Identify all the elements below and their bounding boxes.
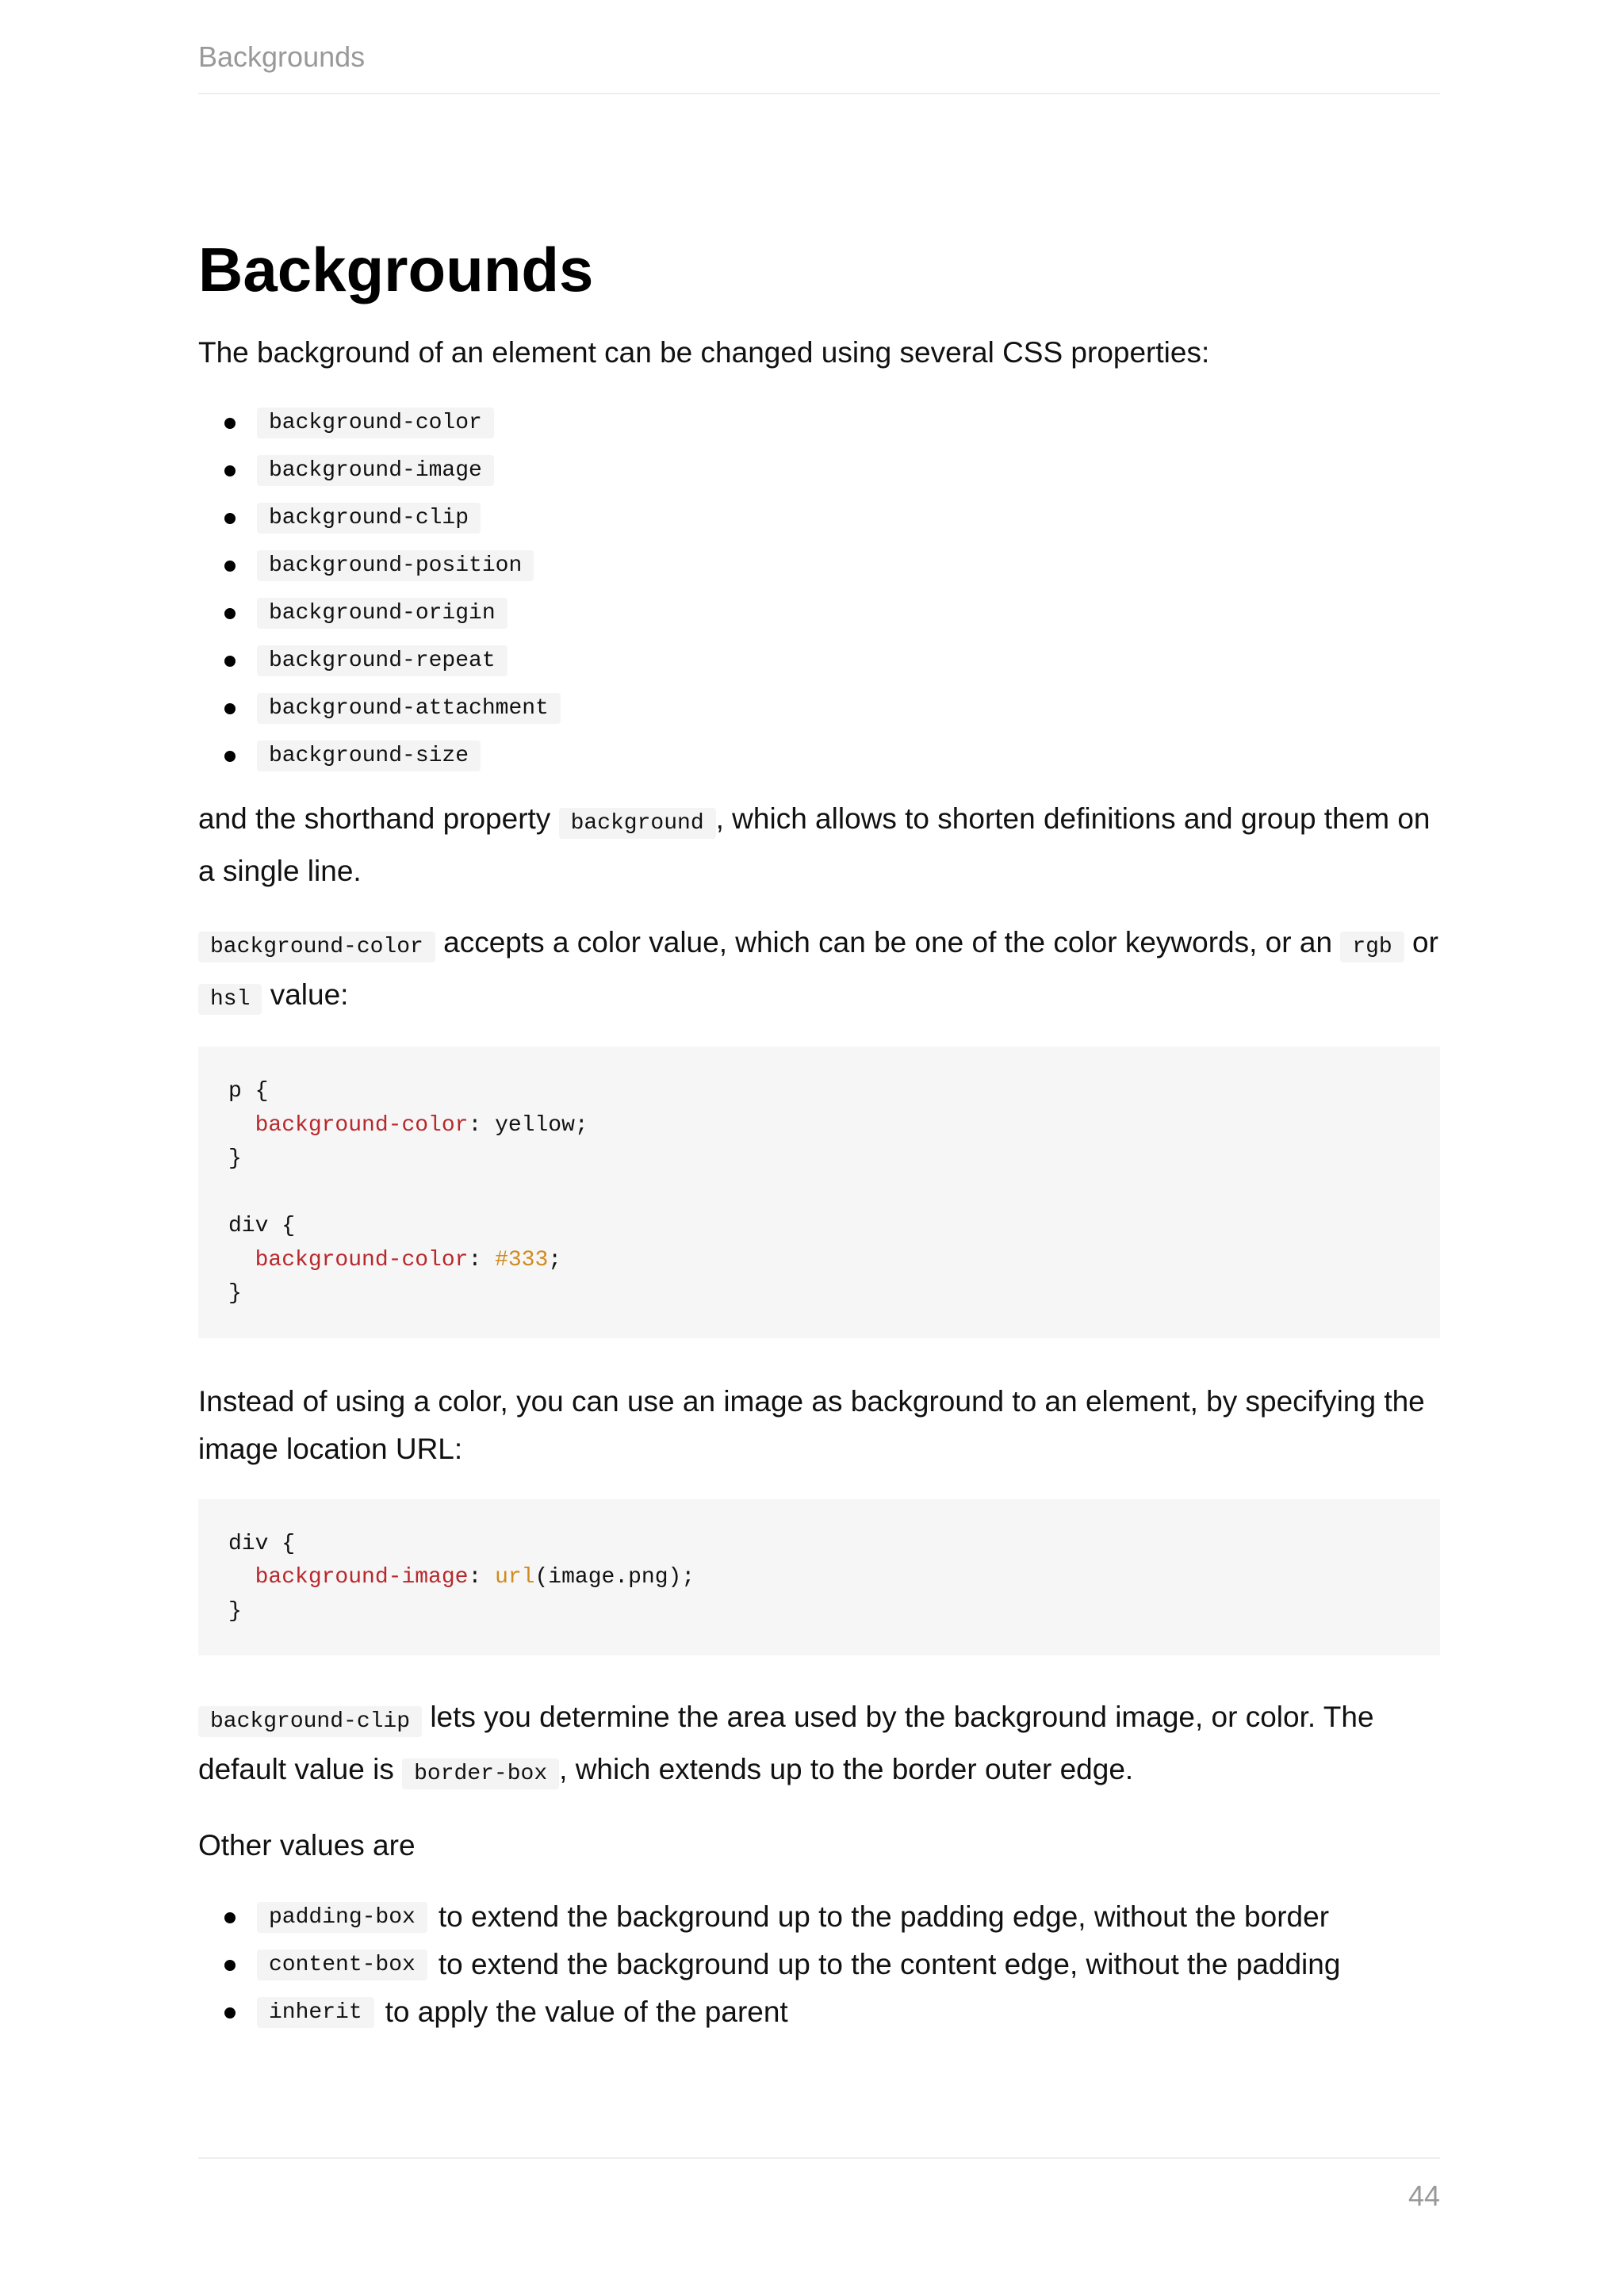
list-item	[198, 684, 1440, 732]
code-line: }	[228, 1281, 242, 1306]
code-line: }	[228, 1146, 242, 1171]
code-property: background-color	[255, 1247, 469, 1272]
list-item	[198, 494, 1440, 541]
header-divider	[198, 93, 1440, 94]
list-item	[198, 541, 1440, 589]
list-item	[198, 399, 1440, 446]
code-value: (image.png)	[534, 1565, 682, 1590]
inline-code: hsl	[198, 984, 262, 1015]
paragraph-text: , which allows to shorten definitions and group them on a single line.	[198, 802, 1431, 887]
section-title: Backgrounds	[198, 235, 594, 304]
image-paragraph: Instead of using a color, you can use an image as background to an element, by specifying the image location URL:	[198, 1384, 1425, 1465]
values-list	[198, 1893, 1440, 2036]
bullet-icon	[224, 751, 236, 762]
paragraph-text: and the shorthand property	[198, 802, 559, 835]
bullet-icon	[224, 2007, 236, 2019]
list-item	[198, 637, 1440, 684]
bullet-icon	[224, 465, 236, 476]
bullet-icon	[224, 418, 236, 429]
bullet-icon	[224, 513, 236, 524]
document-page	[198, 0, 1440, 2296]
code-line: div {	[228, 1531, 296, 1556]
inline-code: inherit	[257, 1997, 374, 2028]
inline-code: rgb	[1340, 932, 1404, 962]
code-function: url	[495, 1565, 535, 1590]
list-item	[198, 1988, 1440, 2036]
code-line: p {	[228, 1079, 269, 1104]
intro-paragraph: The background of an element can be changed using several CSS properties:	[198, 336, 1210, 369]
page-number: 44	[1408, 2179, 1440, 2212]
code-value: yellow	[495, 1112, 575, 1138]
list-item	[198, 732, 1440, 779]
bullet-icon	[224, 1960, 236, 1971]
paragraph-text: , which extends up to the border outer edge.	[559, 1753, 1134, 1785]
code-punct: :	[468, 1112, 496, 1138]
code-punct: :	[468, 1565, 496, 1590]
paragraph-text: accepts a color value, which can be one of the color keywords, or an	[435, 926, 1341, 959]
running-header: Backgrounds	[198, 40, 366, 73]
list-item-text: to apply the value of the parent	[385, 1996, 788, 2028]
inline-code: border-box	[402, 1758, 559, 1789]
paragraph-text: or	[1404, 926, 1438, 959]
list-item	[198, 1893, 1440, 1941]
shorthand-paragraph	[198, 795, 1440, 895]
bullet-icon	[224, 1912, 236, 1923]
code-property: background-image	[255, 1565, 469, 1590]
list-item-text: to extend the background up to the content edge, without the padding	[438, 1948, 1341, 1980]
inline-code: background-origin	[257, 598, 508, 629]
footer-divider	[198, 2157, 1440, 2159]
code-punct: ;	[681, 1565, 695, 1590]
inline-code: background-size	[257, 740, 481, 771]
list-item-text: to extend the background up to the padding edge, without the border	[438, 1900, 1330, 1933]
list-item	[198, 446, 1440, 494]
paragraph-text: value:	[262, 978, 349, 1011]
properties-list	[198, 399, 1440, 779]
inline-code: background-color	[198, 932, 435, 962]
list-item	[198, 589, 1440, 637]
code-punct: ;	[548, 1247, 562, 1272]
code-block-background-color	[198, 1047, 1440, 1338]
bgcolor-paragraph	[198, 919, 1440, 1024]
bullet-icon	[224, 561, 236, 572]
code-property: background-color	[255, 1112, 469, 1138]
inline-code: background-clip	[257, 503, 481, 534]
bullet-icon	[224, 608, 236, 619]
bullet-icon	[224, 656, 236, 667]
inline-code: background-image	[257, 455, 494, 486]
other-values-paragraph: Other values are	[198, 1829, 416, 1862]
code-line: }	[228, 1598, 242, 1624]
inline-code: background-repeat	[257, 645, 508, 676]
bullet-icon	[224, 703, 236, 714]
paragraph-text: lets you determine the area used by the background image, or color. The default value is	[198, 1701, 1374, 1785]
inline-code: background-clip	[198, 1706, 422, 1737]
code-line: div {	[228, 1214, 296, 1238]
code-punct: ;	[574, 1112, 588, 1138]
inline-code: padding-box	[257, 1902, 427, 1933]
list-item	[198, 1941, 1440, 1988]
inline-code: background	[559, 808, 716, 839]
inline-code: content-box	[257, 1950, 427, 1980]
inline-code: background-color	[257, 408, 494, 438]
inline-code: background-attachment	[257, 693, 561, 724]
code-punct: :	[468, 1247, 496, 1272]
page-content	[198, 226, 1440, 2036]
inline-code: background-position	[257, 550, 534, 581]
code-block-background-image	[198, 1499, 1440, 1656]
code-value: #333	[495, 1247, 549, 1272]
clip-paragraph	[198, 1693, 1440, 1798]
